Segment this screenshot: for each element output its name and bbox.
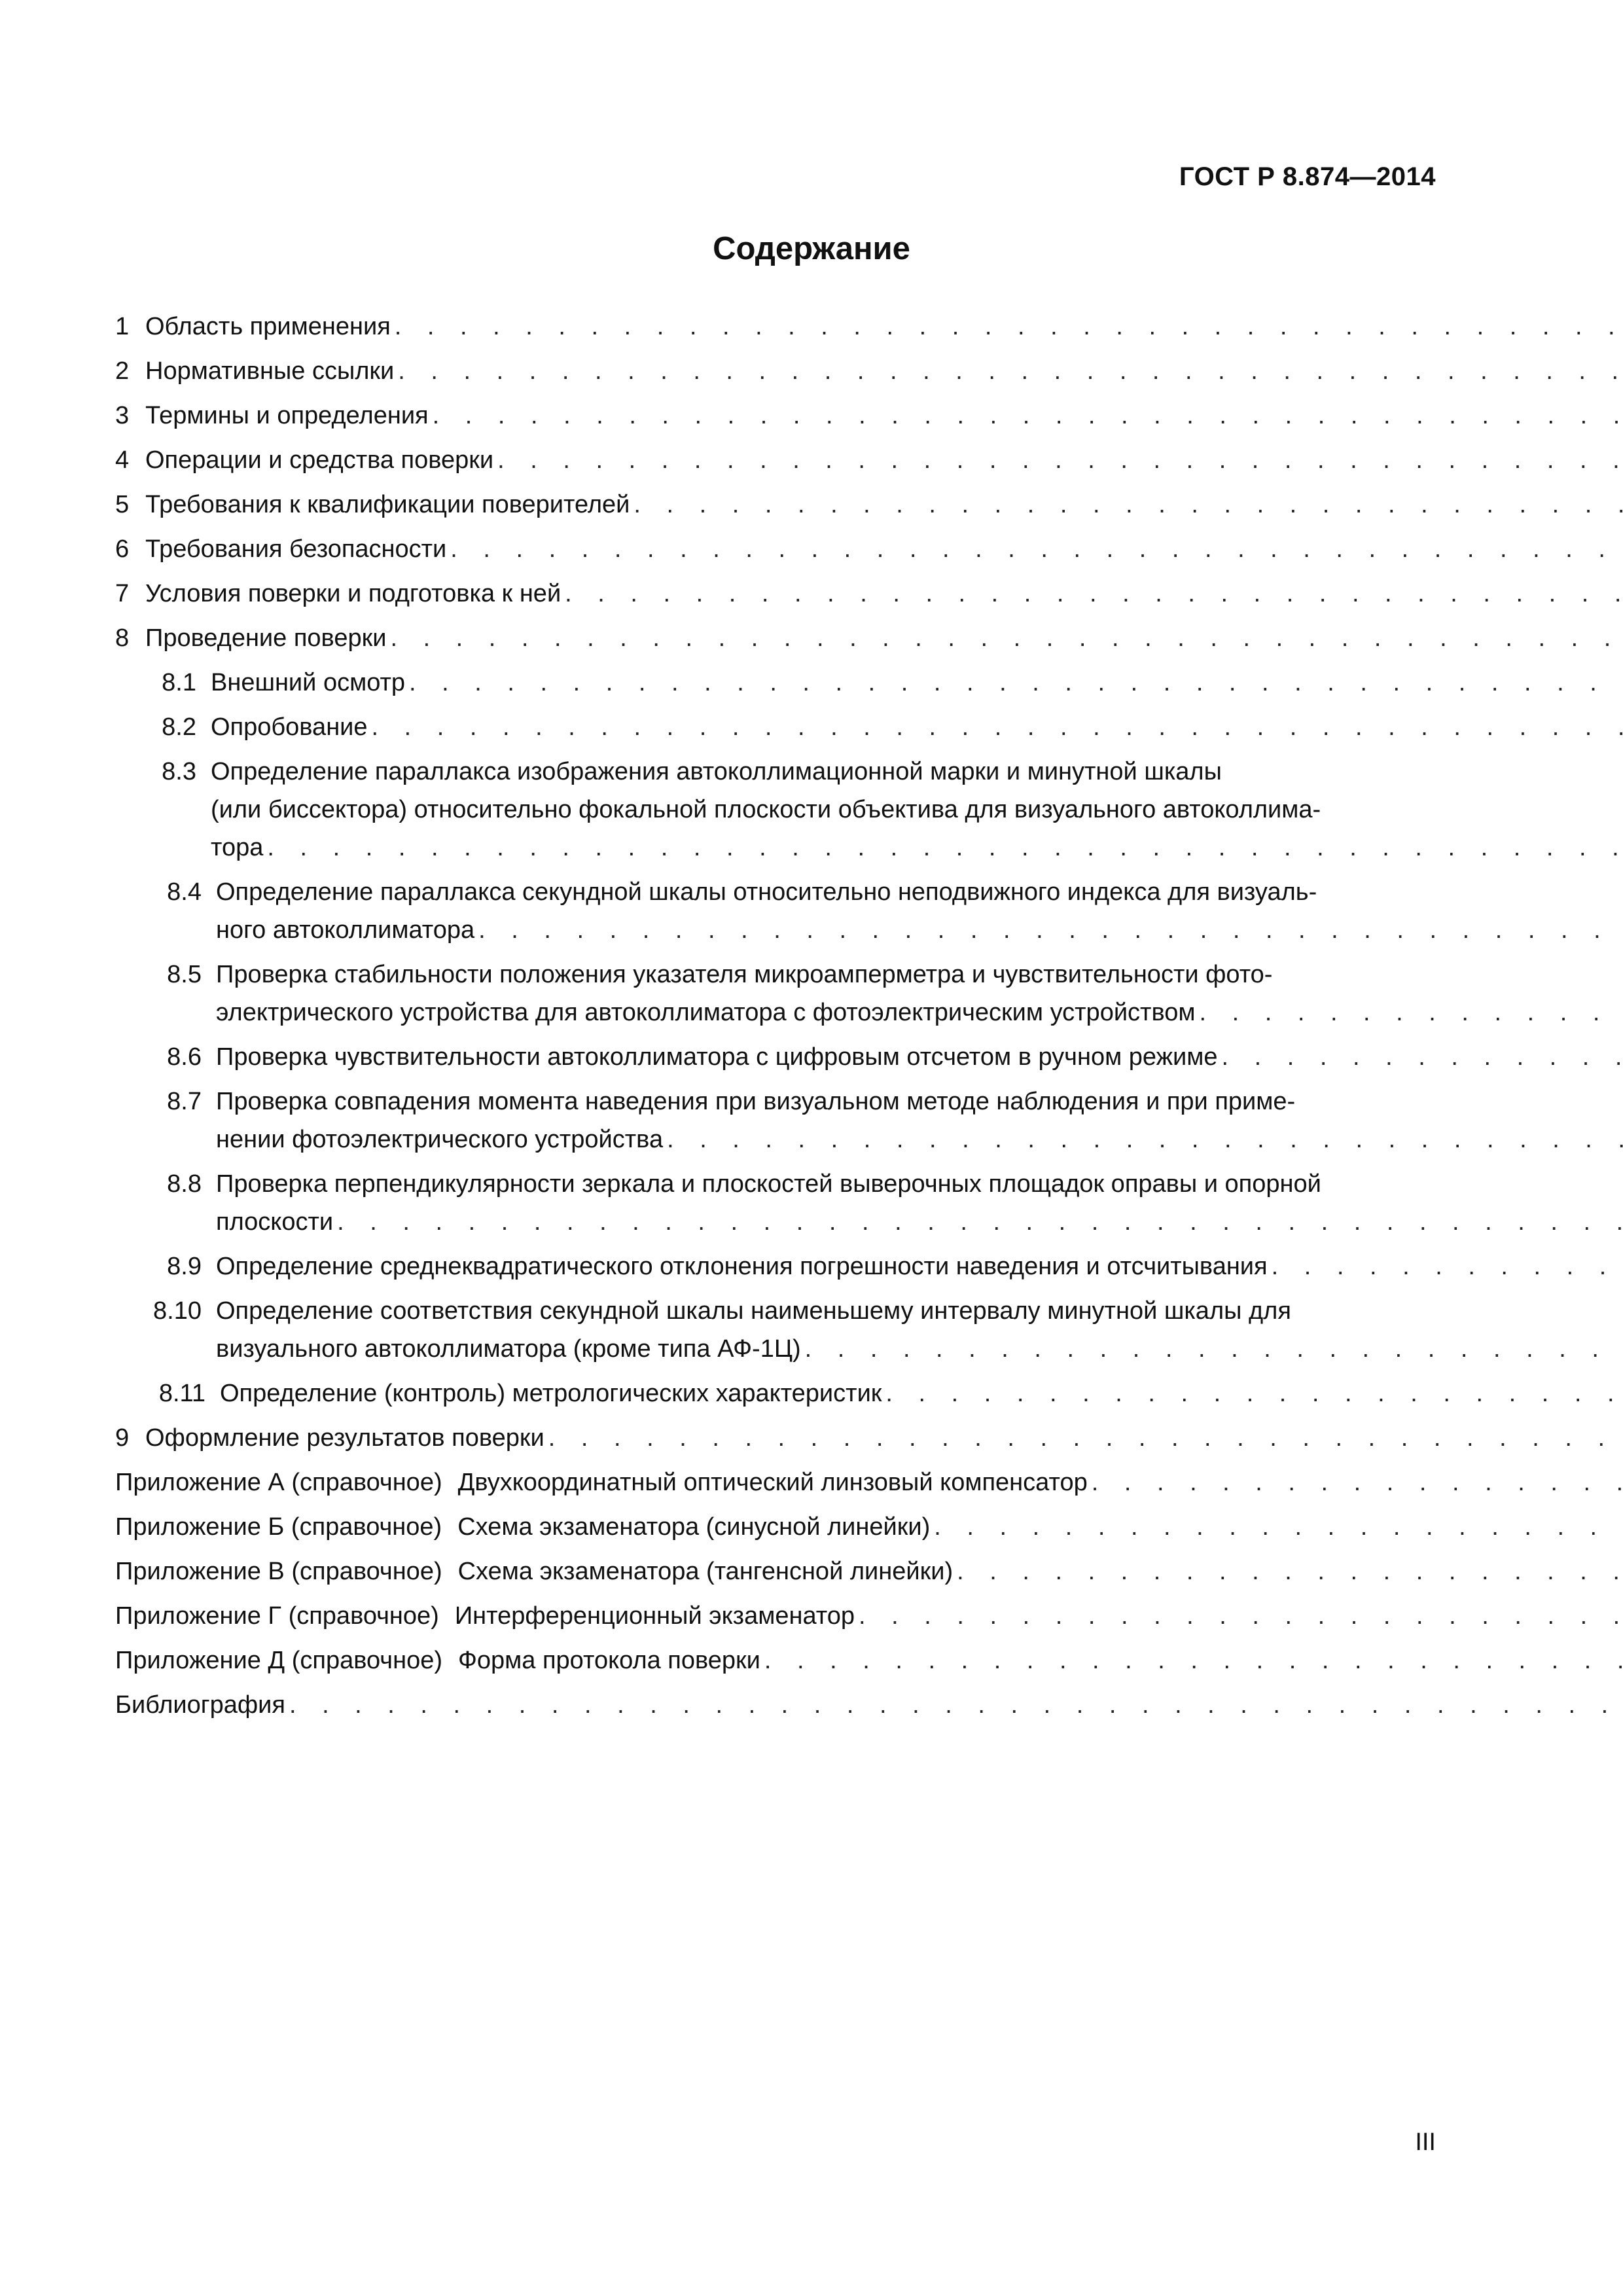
toc-entry-number: 8.4 [167,878,202,906]
table-of-contents [115,308,1440,1731]
toc-leader-dots [386,619,1623,657]
toc-leader-dots [391,308,1623,346]
toc-leader-dots [1268,1247,1623,1285]
toc-bibliography[interactable] [115,1686,1440,1724]
toc-entry-number: 8.11 [158,1380,205,1407]
toc-entry-title: Термины и определения [145,402,429,429]
toc-appendix-prefix: Приложение В (справочное) [115,1558,442,1585]
toc-entry-title-line: Определение соответствия секундной шкалы наименьшему интервалу минутной шкалы для [216,1297,1291,1325]
toc-entry-number: 7 [115,580,130,607]
toc-leader-dots [630,486,1623,524]
toc-leader-dots [493,441,1623,479]
toc-entry-title-line: ного автоколлиматора [216,916,475,944]
toc-entry-title-line: электрического устройства для автоколлиматора с фотоэлектрическим устройством [216,999,1196,1026]
toc-entry-8-11[interactable] [115,1374,1440,1412]
toc-leader-dots [760,1641,1623,1679]
toc-leader-dots [1195,994,1623,1031]
toc-appendix-prefix: Приложение А (справочное) [115,1469,442,1496]
toc-leader-dots [446,530,1623,568]
toc-entry-8-4[interactable] [115,873,1440,949]
toc-entry-2[interactable] [115,352,1440,390]
toc-appendix-prefix: Приложение Г (справочное) [115,1602,439,1630]
toc-entry-8-7[interactable] [115,1083,1440,1158]
toc-appendix-v[interactable] [115,1552,1440,1590]
toc-leader-dots [544,1419,1623,1457]
toc-entry-8-8[interactable] [115,1165,1440,1241]
toc-leader-dots [855,1597,1623,1635]
toc-appendix-prefix: Приложение Д (справочное) [115,1647,442,1674]
toc-entry-7[interactable] [115,575,1440,613]
toc-entry-title: Область применения [145,313,391,340]
toc-entry-title-line: Проверка перпендикулярности зеркала и плоскостей выверочных площадок оправы и опорной [216,1170,1321,1198]
toc-entry-number: 8.10 [153,1297,202,1325]
toc-leader-dots [1218,1038,1623,1076]
toc-entry-8-10[interactable] [115,1292,1440,1368]
toc-entry-title: Схема экзаменатора (тангенсной линейки) [457,1558,954,1585]
toc-entry-9[interactable] [115,1419,1440,1457]
toc-entry-title: Оформление результатов поверки [145,1424,544,1452]
toc-entry-8-2[interactable] [115,708,1440,746]
toc-leader-dots [953,1552,1623,1590]
toc-entry-title: Библиография [115,1691,285,1719]
toc-entry-title: Требования к квалификации поверителей [145,491,630,518]
toc-leader-dots [285,1686,1623,1724]
toc-entry-title: Проведение поверки [145,624,387,652]
toc-entry-title: Внешний осмотр [211,669,406,696]
toc-entry-title-line: тора [211,834,264,861]
toc-appendix-g[interactable] [115,1597,1440,1635]
toc-entry-title: Условия поверки и подготовка к ней [145,580,562,607]
toc-entry-1[interactable] [115,308,1440,346]
toc-leader-dots [263,829,1623,867]
toc-entry-title: Двухкоординатный оптический линзовый компенсатор [457,1469,1088,1496]
toc-entry-8-3[interactable] [115,753,1440,867]
toc-entry-5[interactable] [115,486,1440,524]
toc-leader-dots [429,397,1623,435]
toc-entry-title-line: Определение параллакса секундной шкалы относительно неподвижного индекса для визуаль- [216,878,1317,906]
toc-leader-dots [405,664,1623,702]
toc-entry-number: 8.8 [167,1170,202,1198]
toc-entry-title: Нормативные ссылки [145,357,395,385]
toc-leader-dots [930,1508,1623,1546]
toc-entry-number: 6 [115,535,130,563]
toc-entry-4[interactable] [115,441,1440,479]
toc-leader-dots [1088,1463,1623,1501]
toc-entry-3[interactable] [115,397,1440,435]
toc-leader-dots [394,352,1623,390]
toc-leader-dots [333,1203,1623,1241]
toc-entry-title: Схема экзаменатора (синусной линейки) [457,1513,931,1541]
toc-leader-dots [882,1374,1623,1412]
toc-entry-title: Форма протокола поверки [458,1647,760,1674]
toc-entry-number: 5 [115,491,130,518]
toc-entry-number: 3 [115,402,130,429]
toc-entry-8[interactable] [115,619,1440,657]
toc-entry-title: Определение (контроль) метрологических характеристик [220,1380,882,1407]
toc-entry-number: 8.5 [167,961,202,988]
toc-entry-number: 8.7 [167,1088,202,1115]
toc-entry-number: 8.1 [162,669,196,696]
toc-entry-8-6[interactable] [115,1038,1440,1076]
toc-entry-number: 8 [115,624,130,652]
document-code: ГОСТ Р 8.874—2014 [1179,162,1436,191]
toc-entry-6[interactable] [115,530,1440,568]
toc-leader-dots [801,1330,1623,1368]
toc-leader-dots [368,708,1623,746]
toc-entry-number: 4 [115,446,130,474]
toc-leader-dots [663,1121,1623,1158]
toc-entry-number: 1 [115,313,130,340]
toc-entry-number: 8.9 [167,1253,202,1280]
toc-entry-title: Проверка чувствительности автоколлиматора с цифровым отсчетом в ручном режиме [216,1043,1218,1071]
toc-appendix-d[interactable] [115,1641,1440,1679]
page-number: III [1415,2128,1436,2156]
toc-entry-title-line: визуального автоколлиматора (кроме типа АФ-1Ц) [216,1335,801,1363]
toc-appendix-b[interactable] [115,1508,1440,1546]
page-title: Содержание [713,231,910,266]
toc-appendix-prefix: Приложение Б (справочное) [115,1513,442,1541]
toc-entry-title: Опробование [211,713,368,741]
toc-entry-title-line: нении фотоэлектрического устройства [216,1126,664,1153]
toc-entry-title-line: Определение параллакса изображения автоколлимационной марки и минутной шкалы [211,758,1222,785]
toc-leader-dots [561,575,1623,613]
toc-entry-8-9[interactable] [115,1247,1440,1285]
toc-entry-number: 8.6 [167,1043,202,1071]
toc-entry-number: 9 [115,1424,130,1452]
toc-entry-8-1[interactable] [115,664,1440,702]
toc-entry-title-line: Проверка совпадения момента наведения при визуальном методе наблюдения и при приме- [216,1088,1296,1115]
toc-entry-title: Определение среднеквадратического отклонения погрешности наведения и отсчитывания [216,1253,1268,1280]
toc-entry-number: 2 [115,357,130,385]
toc-leader-dots [474,911,1623,949]
toc-entry-title-line: плоскости [216,1208,334,1236]
toc-entry-title-line: Проверка стабильности положения указателя микроамперметра и чувствительности фото- [216,961,1273,988]
toc-entry-number: 8.3 [162,758,196,785]
toc-entry-title: Требования безопасности [145,535,447,563]
toc-entry-title: Интерференционный экзаменатор [454,1602,855,1630]
toc-entry-8-5[interactable] [115,956,1440,1031]
toc-entry-title: Операции и средства поверки [145,446,494,474]
toc-entry-title-line: (или биссектора) относительно фокальной плоскости объектива для визуального автоколлима- [211,796,1321,823]
toc-entry-number: 8.2 [162,713,196,741]
toc-appendix-a[interactable] [115,1463,1440,1501]
